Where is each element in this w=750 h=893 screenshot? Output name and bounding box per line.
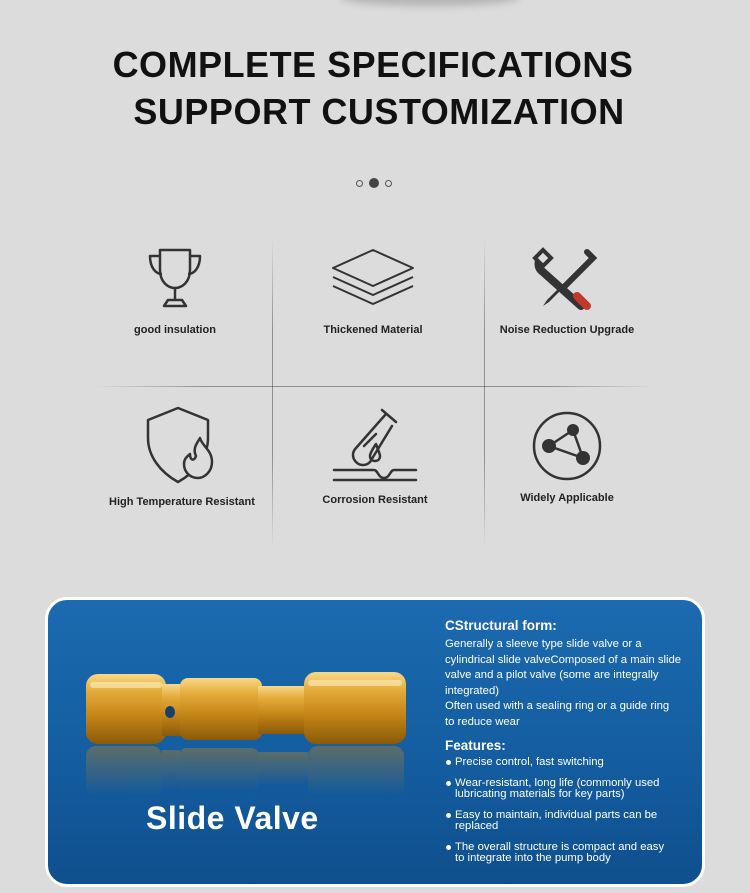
top-shadow-decoration	[340, 0, 520, 6]
carousel-dot-2[interactable]	[369, 178, 379, 188]
slide-valve-image	[78, 660, 418, 810]
list-item: Easy to maintain, individual parts can be replaced	[445, 810, 695, 832]
structural-heading: CStructural form:	[445, 618, 557, 633]
feature-label: Widely Applicable	[520, 492, 614, 504]
grid-divider-horizontal	[95, 386, 655, 387]
tools-icon	[527, 244, 607, 314]
feature-good-insulation	[75, 244, 275, 336]
carousel-dots	[354, 178, 394, 188]
features-heading: Features:	[445, 738, 506, 753]
feature-label: good insulation	[134, 324, 216, 336]
feature-noise-reduction	[467, 244, 667, 336]
trophy-icon	[140, 244, 210, 314]
product-info	[445, 618, 695, 874]
list-item: The overall structure is compact and easy to integrate into the pump body	[445, 842, 695, 864]
feature-label: Noise Reduction Upgrade	[499, 324, 635, 336]
feature-high-temperature	[82, 404, 282, 508]
carousel-dot-3[interactable]	[385, 180, 392, 187]
carousel-dot-1[interactable]	[356, 180, 363, 187]
feature-corrosion-resistant	[275, 404, 475, 506]
structural-text: Generally a sleeve type slide valve or a cylindrical slide valveComposed of a main slide valve and a pilot valve (some are integrally integrated) Often used with a sealing ring or a guide ring to reduce wear	[445, 638, 682, 728]
product-name: Slide Valve	[146, 800, 319, 836]
share-network-icon	[529, 408, 605, 484]
feature-label: Thickened Material	[323, 324, 423, 336]
headline-line-1: COMPLETE SPECIFICATIONS	[112, 44, 634, 85]
feature-label: High Temperature Resistant	[109, 496, 255, 508]
feature-thickened-material	[273, 244, 473, 336]
features-list	[445, 757, 695, 864]
headline-line-2: SUPPORT CUSTOMIZATION	[133, 91, 625, 132]
feature-widely-applicable	[467, 408, 667, 504]
test-tube-icon	[330, 404, 420, 486]
list-item: Wear-resistant, long life (commonly used lubricating materials for key parts)	[445, 778, 695, 800]
feature-label: Corrosion Resistant	[322, 494, 428, 506]
layers-icon	[328, 244, 418, 314]
list-item: Precise control, fast switching	[445, 757, 695, 768]
shield-flame-icon	[142, 404, 222, 486]
product-panel	[45, 597, 705, 887]
